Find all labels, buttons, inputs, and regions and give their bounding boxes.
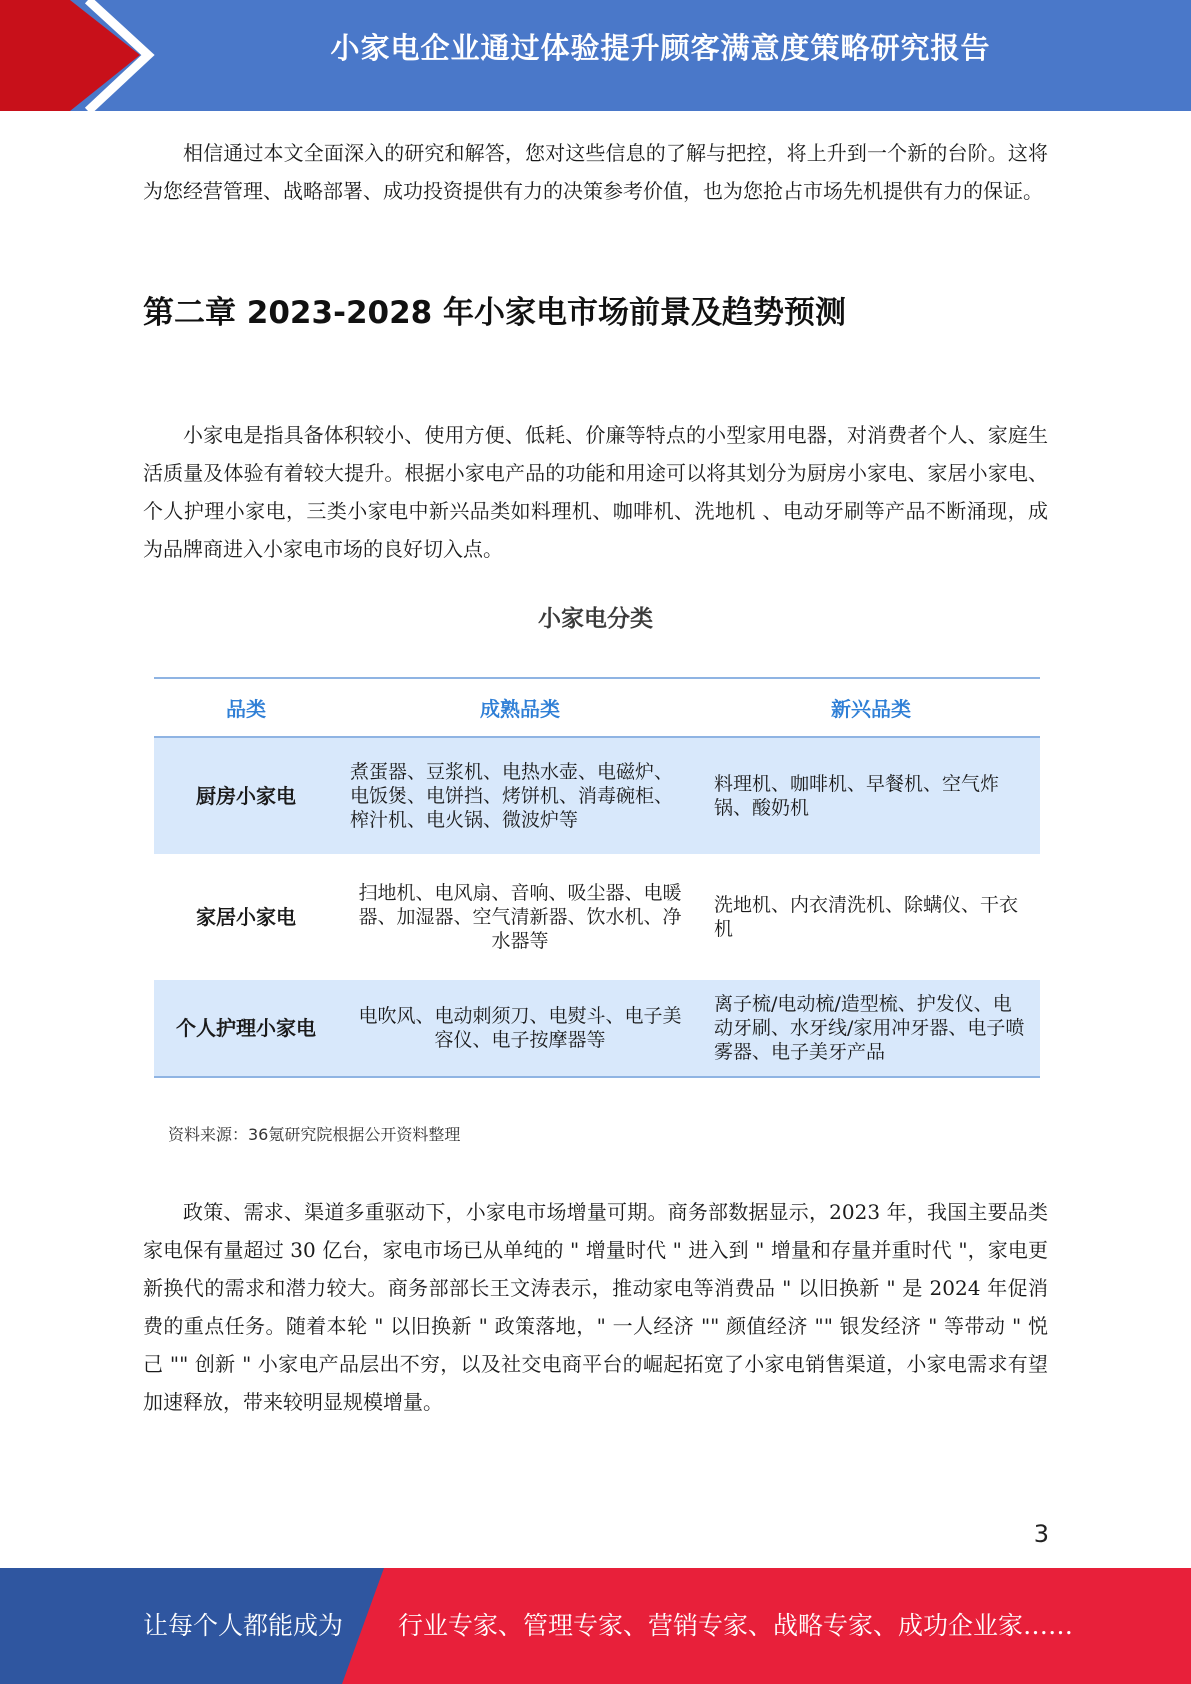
header-emerging: 新兴品类	[702, 678, 1040, 737]
chapter-title: 第二章 2023-2028 年小家电市场前景及趋势预测	[143, 295, 847, 331]
category-table	[154, 677, 1040, 1078]
row-category: 厨房小家电	[154, 737, 338, 854]
header-arrow-accent	[0, 0, 160, 111]
footer-slogan-left: 让每个人都能成为	[143, 1611, 344, 1640]
row-emerging: 洗地机、内衣清洗机、除螨仪、干衣机	[714, 894, 1019, 940]
intro-paragraph: 相信通过本文全面深入的研究和解答，您对这些信息的了解与把控，将上升到一个新的台阶。这将为您经营管理、战略部署、成功投资提供有力的决策参考价值，也为您抢占市场先机提供有力的保证。	[143, 141, 1048, 203]
page-number: 3	[1033, 1520, 1049, 1548]
table-row	[154, 854, 1040, 980]
report-title: 小家电企业通过体验提升顾客满意度策略研究报告	[330, 31, 991, 65]
table-row	[154, 737, 1040, 854]
row-mature: 煮蛋器、豆浆机、电热水壶、电磁炉、电饭煲、电饼挡、烤饼机、消毒碗柜、榨汁机、电火锅、微波炉等	[338, 737, 702, 854]
header-category: 品类	[154, 678, 338, 737]
row-mature: 扫地机、电风扇、音响、吸尘器、电暖器、加湿器、空气清新器、饮水机、净水器等	[358, 882, 682, 952]
figure-title: 小家电分类	[538, 606, 653, 632]
row-category: 家居小家电	[196, 905, 296, 929]
header-mature: 成熟品类	[338, 678, 702, 737]
figure-source: 资料来源：36氪研究院根据公开资料整理	[168, 1125, 461, 1144]
page-header	[0, 0, 1191, 111]
table-row	[154, 980, 1040, 1077]
row-emerging: 离子梳/电动梳/造型梳、护发仪、电动牙刷、水牙线/家用冲牙器、电子喷雾器、电子美牙产品	[702, 980, 1040, 1077]
table-header-row	[154, 678, 1040, 737]
footer-slogan-right: 行业专家、管理专家、营销专家、战略专家、成功企业家……	[398, 1611, 1074, 1640]
row-emerging: 料理机、咖啡机、早餐机、空气炸锅、酸奶机	[702, 737, 1040, 854]
row-category: 个人护理小家电	[154, 980, 338, 1077]
row-mature: 电吹风、电动刺须刀、电熨斗、电子美容仪、电子按摩器等	[338, 980, 702, 1077]
page-footer	[0, 1568, 1191, 1684]
market-paragraph: 政策、需求、渠道多重驱动下，小家电市场增量可期。商务部数据显示，2023 年，我国主要品类家电保有量超过 30 亿台，家电市场已从单纯的 " 增量时代 " 进入到 " 增量和存量并重时代 "，家电更新换代的需求和潜力较大。商务部部长王文涛表示，推动家电等消费品 " 以旧换新 " 是 2024 年促消费的重点任务。随着本轮 " 以旧换新 " 政策落地，" 一人经济 "" 颜值经济 "" 银发经济 " 等带动 " 悦己 "" 创新 " 小家电产品层出不穷，以及社交电商平台的崛起拓宽了小家电销售渠道，小家电需求有望加速释放，带来较明显规模增量。	[143, 1200, 1048, 1414]
definition-paragraph: 小家电是指具备体积较小、使用方便、低耗、价廉等特点的小型家用电器，对消费者个人、家庭生活质量及体验有着较大提升。根据小家电产品的功能和用途可以将其划分为厨房小家电、家居小家电、个人护理小家电，三类小家电中新兴品类如料理机、咖啡机、洗地机 、电动牙刷等产品不断涌现，成为品牌商进入小家电市场的良好切入点。	[143, 423, 1048, 561]
